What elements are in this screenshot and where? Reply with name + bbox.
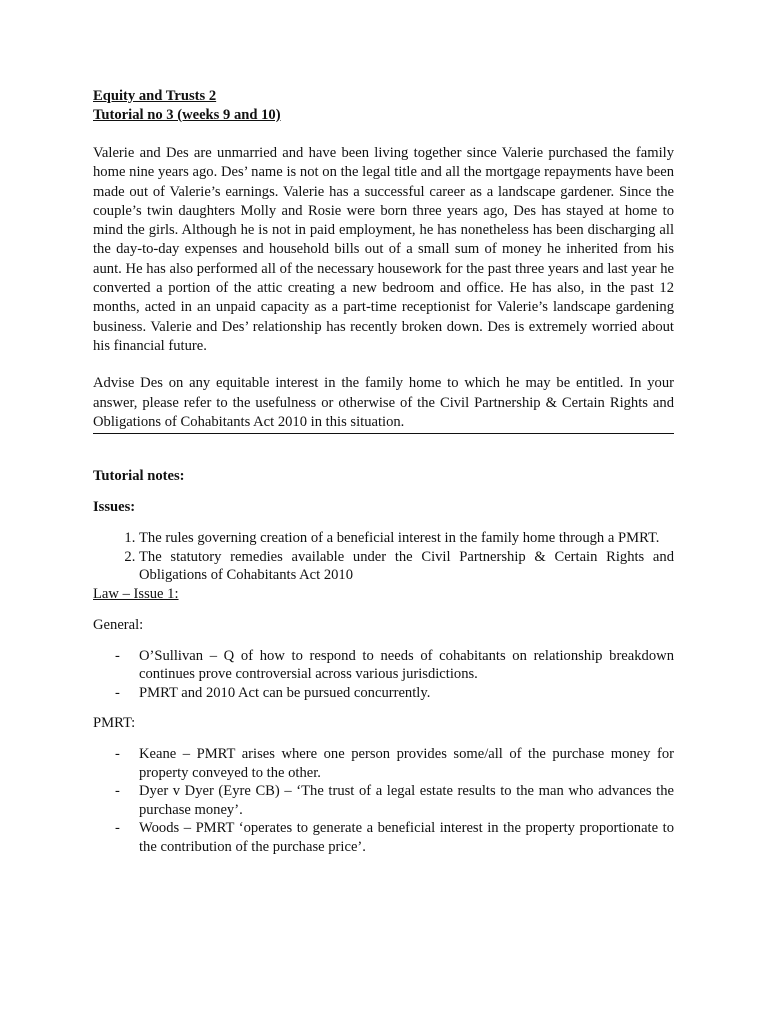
general-item — [93, 647, 674, 684]
pmrt-item — [93, 782, 674, 819]
general-item-text: O’Sullivan – Q of how to respond to needs of cohabitants on relationship breakdown continues prove controversial across various jurisdictions. — [139, 647, 674, 683]
dash-bullet: - — [115, 746, 120, 763]
dash-bullet: - — [115, 647, 120, 664]
dash-bullet: - — [115, 684, 120, 701]
scenario-paragraph: Valerie and Des are unmarried and have been living together since Valerie purchased the family home nine years ago. Des’ name is not on the legal title and all the mortgage repayments have been made out of Valerie’s earnings. Valerie has a successful career as a landscape gardener. Since the couple’s twin daughters Molly and Rosie were born three years ago, Des has stayed at home to mind the girls. Although he is not in paid employment, he has nonetheless has been discharging all the day-to-day expenses and household bills out of a small sum of money he inherited from his aunt. He has also performed all of the necessary housework for the past three years and last year he converted a portion of the attic creating a new bedroom and office. He has also, in the past 12 months, acted in an unpaid capacity as a part-time receptionist for Valerie’s landscape gardening business. Valerie and Des’ relationship has recently broken down. Des is extremely worried about his financial future. — [93, 145, 674, 354]
dash-bullet: - — [115, 783, 120, 800]
question-paragraph: Advise Des on any equitable interest in the family home to which he may be entitled. In your answer, please refer to the usefulness or otherwise of the Civil Partnership & Certain Rights and Obligations of Cohabitants Act 2010 in this situation. — [93, 374, 674, 434]
pmrt-list — [93, 745, 674, 856]
pmrt-item — [93, 819, 674, 856]
pmrt-item-text: Woods – PMRT ‘operates to generate a beneficial interest in the property proportionate to the contribution of the purchase price’. — [139, 820, 674, 855]
pmrt-heading: PMRT: — [93, 715, 136, 732]
dash-bullet: - — [115, 820, 120, 837]
issues-list — [93, 529, 674, 585]
course-title: Equity and Trusts 2 — [93, 88, 217, 104]
pmrt-item-text: Keane – PMRT arises where one person provides some/all of the purchase money for property conveyed to the other. — [139, 746, 674, 781]
issue-item: 1. The rules governing creation of a beneficial interest in the family home through a PMRT. — [139, 529, 674, 548]
pmrt-item-text: Dyer v Dyer (Eyre CB) – ‘The trust of a legal estate results to the man who advances the purchase money’. — [139, 783, 674, 818]
pmrt-item — [93, 745, 674, 782]
general-item — [93, 684, 674, 703]
law-issue-1-heading: Law – Issue 1: — [93, 585, 179, 602]
issues-heading: Issues: — [93, 499, 136, 516]
tutorial-notes-heading: Tutorial notes: — [93, 468, 185, 485]
general-heading: General: — [93, 616, 144, 633]
general-list — [93, 647, 674, 703]
tutorial-title: Tutorial no 3 (weeks 9 and 10) — [93, 107, 281, 123]
issue-item: 2. The statutory remedies available under the Civil Partnership & Certain Rights and Obligations of Cohabitants Act 2010 — [139, 548, 674, 585]
general-item-text: PMRT and 2010 Act can be pursued concurrently. — [139, 684, 431, 701]
document-body — [93, 87, 674, 856]
